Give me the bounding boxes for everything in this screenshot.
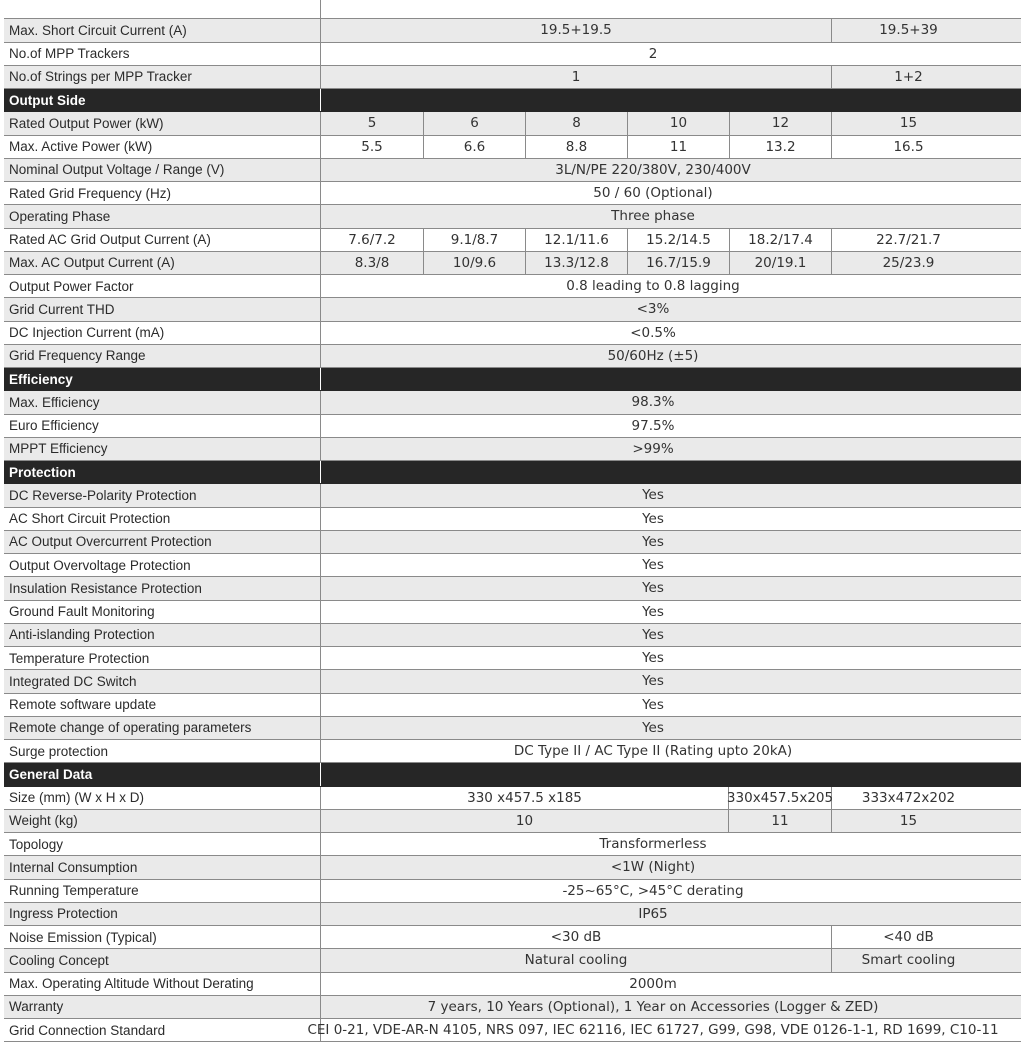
value-cell: 10/9.6 (424, 252, 526, 274)
value-cell: 8 (526, 112, 628, 134)
row-label: AC Output Overcurrent Protection (4, 531, 321, 553)
value-cell: IP65 (638, 905, 668, 922)
section-title: Efficiency (4, 368, 321, 390)
value-cell: <40 dB (883, 929, 934, 946)
value-cell: 7.6/7.2 (321, 229, 424, 251)
row-label: Size (mm) (W x H x D) (4, 787, 321, 809)
table-row (4, 810, 1021, 833)
value-cell: 8.8 (526, 136, 628, 158)
value-cell: 0.8 leading to 0.8 lagging (566, 278, 740, 295)
section-header-bar (321, 763, 1021, 785)
row-label: Topology (4, 833, 321, 855)
value-cell: 98.3% (631, 394, 675, 411)
section-header (4, 89, 1021, 112)
value-cell: 3L/N/PE 220/380V, 230/400V (555, 161, 751, 178)
row-label: No.of MPP Trackers (4, 43, 321, 65)
value-cell: 19.5+39 (879, 22, 938, 39)
row-label: Rated AC Grid Output Current (A) (4, 229, 321, 251)
value-cell: 13.2 (730, 136, 832, 158)
row-label: Max. Active Power (kW) (4, 136, 321, 158)
row-label: Grid Current THD (4, 298, 321, 320)
row-label: Noise Emission (Typical) (4, 926, 321, 948)
section-header (4, 763, 1021, 786)
row-label: Running Temperature (4, 880, 321, 902)
table-row (4, 903, 1021, 926)
value-cell: 15.2/14.5 (628, 229, 730, 251)
row-label: No.of Strings per MPP Tracker (4, 66, 321, 88)
row-label: Anti-islanding Protection (4, 624, 321, 646)
row-label: Max. Operating Altitude Without Derating (4, 973, 321, 995)
table-row (4, 43, 1021, 66)
row-label: Internal Consumption (4, 856, 321, 878)
table-row (4, 647, 1021, 670)
value-cell: 16.7/15.9 (628, 252, 730, 274)
value-cell: Yes (642, 696, 664, 713)
value-cell: Yes (642, 603, 664, 620)
value-cell: <0.5% (630, 324, 676, 341)
table-row (4, 182, 1021, 205)
section-header (4, 368, 1021, 391)
table-row (4, 159, 1021, 182)
table-row (4, 880, 1021, 903)
value-cell: 10 (321, 810, 729, 832)
value-cell: 6.6 (424, 136, 526, 158)
value-cell: Yes (642, 510, 664, 527)
value-cell: 8.3/8 (321, 252, 424, 274)
table-row (4, 66, 1021, 89)
table-row (4, 252, 1021, 275)
value-cell: <3% (636, 301, 670, 318)
value-cell: 11 (628, 136, 730, 158)
value-cell: Yes (642, 557, 664, 574)
table-row (4, 322, 1021, 345)
value-cell: Yes (642, 650, 664, 667)
table-row (4, 740, 1021, 763)
section-title: Protection (4, 461, 321, 483)
table-row (4, 298, 1021, 321)
table-row (4, 1019, 1021, 1042)
value-cell: Yes (642, 580, 664, 597)
row-label: MPPT Efficiency (4, 438, 321, 460)
value-cell: 1+2 (894, 68, 923, 85)
value-cell: Natural cooling (321, 949, 832, 971)
table-row (4, 136, 1021, 159)
section-header-bar (321, 461, 1021, 483)
value-cell: Yes (642, 673, 664, 690)
table-row (4, 949, 1021, 972)
row-label: Rated Grid Frequency (Hz) (4, 182, 321, 204)
value-cell: CEI 0-21, VDE-AR-N 4105, NRS 097, IEC 62116, IEC 61727, G99, G98, VDE 0126-1-1, RD 1699, C10-11 (307, 1022, 999, 1039)
row-label: Temperature Protection (4, 647, 321, 669)
row-label: DC Reverse-Polarity Protection (4, 484, 321, 506)
table-row (4, 996, 1021, 1019)
value-cell: -25~65°C, >45°C derating (562, 882, 744, 899)
row-label: Insulation Resistance Protection (4, 577, 321, 599)
value-cell: >99% (632, 440, 674, 457)
row-label: Output Power Factor (4, 275, 321, 297)
value-cell: 18.2/17.4 (730, 229, 832, 251)
value-cell: 7 years, 10 Years (Optional), 1 Year on Accessories (Logger & ZED) (427, 998, 879, 1015)
section-header-bar (321, 89, 1021, 111)
table-row (4, 856, 1021, 879)
value-cell: 15 (899, 812, 918, 829)
value-cell: 6 (424, 112, 526, 134)
value-cell: 97.5% (631, 417, 675, 434)
table-row (4, 787, 1021, 810)
row-label: Weight (kg) (4, 810, 321, 832)
value-cell: 12.1/11.6 (526, 229, 628, 251)
row-label: Rated Output Power (kW) (4, 112, 321, 134)
row-label (4, 0, 321, 18)
value-cell: 10 (628, 112, 730, 134)
row-label: Max. AC Output Current (A) (4, 252, 321, 274)
value-cell: 333x472x202 (861, 789, 956, 806)
value-cell: 19.5+19.5 (321, 19, 832, 41)
row-label: Ingress Protection (4, 903, 321, 925)
row-label: Output Overvoltage Protection (4, 554, 321, 576)
table-row (4, 19, 1021, 42)
value-cell: Three phase (611, 208, 695, 225)
row-label: Grid Connection Standard (4, 1019, 321, 1041)
row-label: Grid Frequency Range (4, 345, 321, 367)
value-cell: 11 (729, 810, 832, 832)
table-row (4, 694, 1021, 717)
value-cell: Yes (642, 533, 664, 550)
table-row (4, 973, 1021, 996)
row-label: Integrated DC Switch (4, 670, 321, 692)
section-header (4, 461, 1021, 484)
table-row (4, 670, 1021, 693)
value-cell: DC Type II / AC Type II (Rating upto 20kA) (513, 743, 793, 760)
value-cell: <30 dB (321, 926, 832, 948)
value-cell (321, 0, 985, 18)
value-cell: Yes (642, 626, 664, 643)
table-row (4, 717, 1021, 740)
value-cell: 12 (730, 112, 832, 134)
table-row (4, 391, 1021, 414)
table-row (4, 624, 1021, 647)
value-cell: Smart cooling (861, 952, 956, 969)
table-row (4, 438, 1021, 461)
table-row (4, 229, 1021, 252)
value-cell: 25/23.9 (882, 254, 935, 271)
row-label: Operating Phase (4, 205, 321, 227)
table-row (4, 415, 1021, 438)
value-cell: 22.7/21.7 (876, 231, 941, 248)
row-label: Ground Fault Monitoring (4, 601, 321, 623)
row-label: Remote change of operating parameters (4, 717, 321, 739)
table-row (4, 531, 1021, 554)
section-header-bar (321, 368, 1021, 390)
table-row (4, 484, 1021, 507)
spec-table (4, 0, 1021, 1042)
value-cell: 16.5 (893, 138, 924, 155)
row-label: Cooling Concept (4, 949, 321, 971)
value-cell: 50/60Hz (±5) (607, 347, 699, 364)
value-cell: 15 (899, 115, 918, 132)
value-cell: 1 (321, 66, 832, 88)
value-cell: 50 / 60 (Optional) (593, 185, 713, 202)
table-row (4, 275, 1021, 298)
value-cell: 330 x457.5 x185 (321, 787, 729, 809)
table-row (4, 205, 1021, 228)
value-cell: 13.3/12.8 (526, 252, 628, 274)
table-row (4, 926, 1021, 949)
value-cell: 330x457.5x205 (729, 787, 832, 809)
section-title: Output Side (4, 89, 321, 111)
row-label: Max. Short Circuit Current (A) (4, 19, 321, 41)
value-cell: 20/19.1 (730, 252, 832, 274)
row-label: Surge protection (4, 740, 321, 762)
value-cell: Transformerless (599, 836, 707, 853)
row-label: DC Injection Current (mA) (4, 322, 321, 344)
row-label: Warranty (4, 996, 321, 1018)
row-label: AC Short Circuit Protection (4, 508, 321, 530)
table-row (4, 554, 1021, 577)
value-cell: 5 (321, 112, 424, 134)
row-label: Euro Efficiency (4, 415, 321, 437)
table-row (4, 833, 1021, 856)
value-cell: 5.5 (321, 136, 424, 158)
table-row (4, 345, 1021, 368)
table-row (4, 601, 1021, 624)
value-cell: Yes (642, 719, 664, 736)
table-row (4, 0, 1021, 19)
value-cell: 2000m (629, 975, 677, 992)
value-cell: 2 (648, 45, 658, 62)
row-label: Remote software update (4, 694, 321, 716)
section-title: General Data (4, 763, 321, 785)
row-label: Nominal Output Voltage / Range (V) (4, 159, 321, 181)
table-row (4, 577, 1021, 600)
row-label: Max. Efficiency (4, 391, 321, 413)
table-row (4, 508, 1021, 531)
value-cell: <1W (Night) (610, 859, 696, 876)
value-cell: Yes (642, 487, 664, 504)
value-cell: 9.1/8.7 (424, 229, 526, 251)
table-row (4, 112, 1021, 135)
